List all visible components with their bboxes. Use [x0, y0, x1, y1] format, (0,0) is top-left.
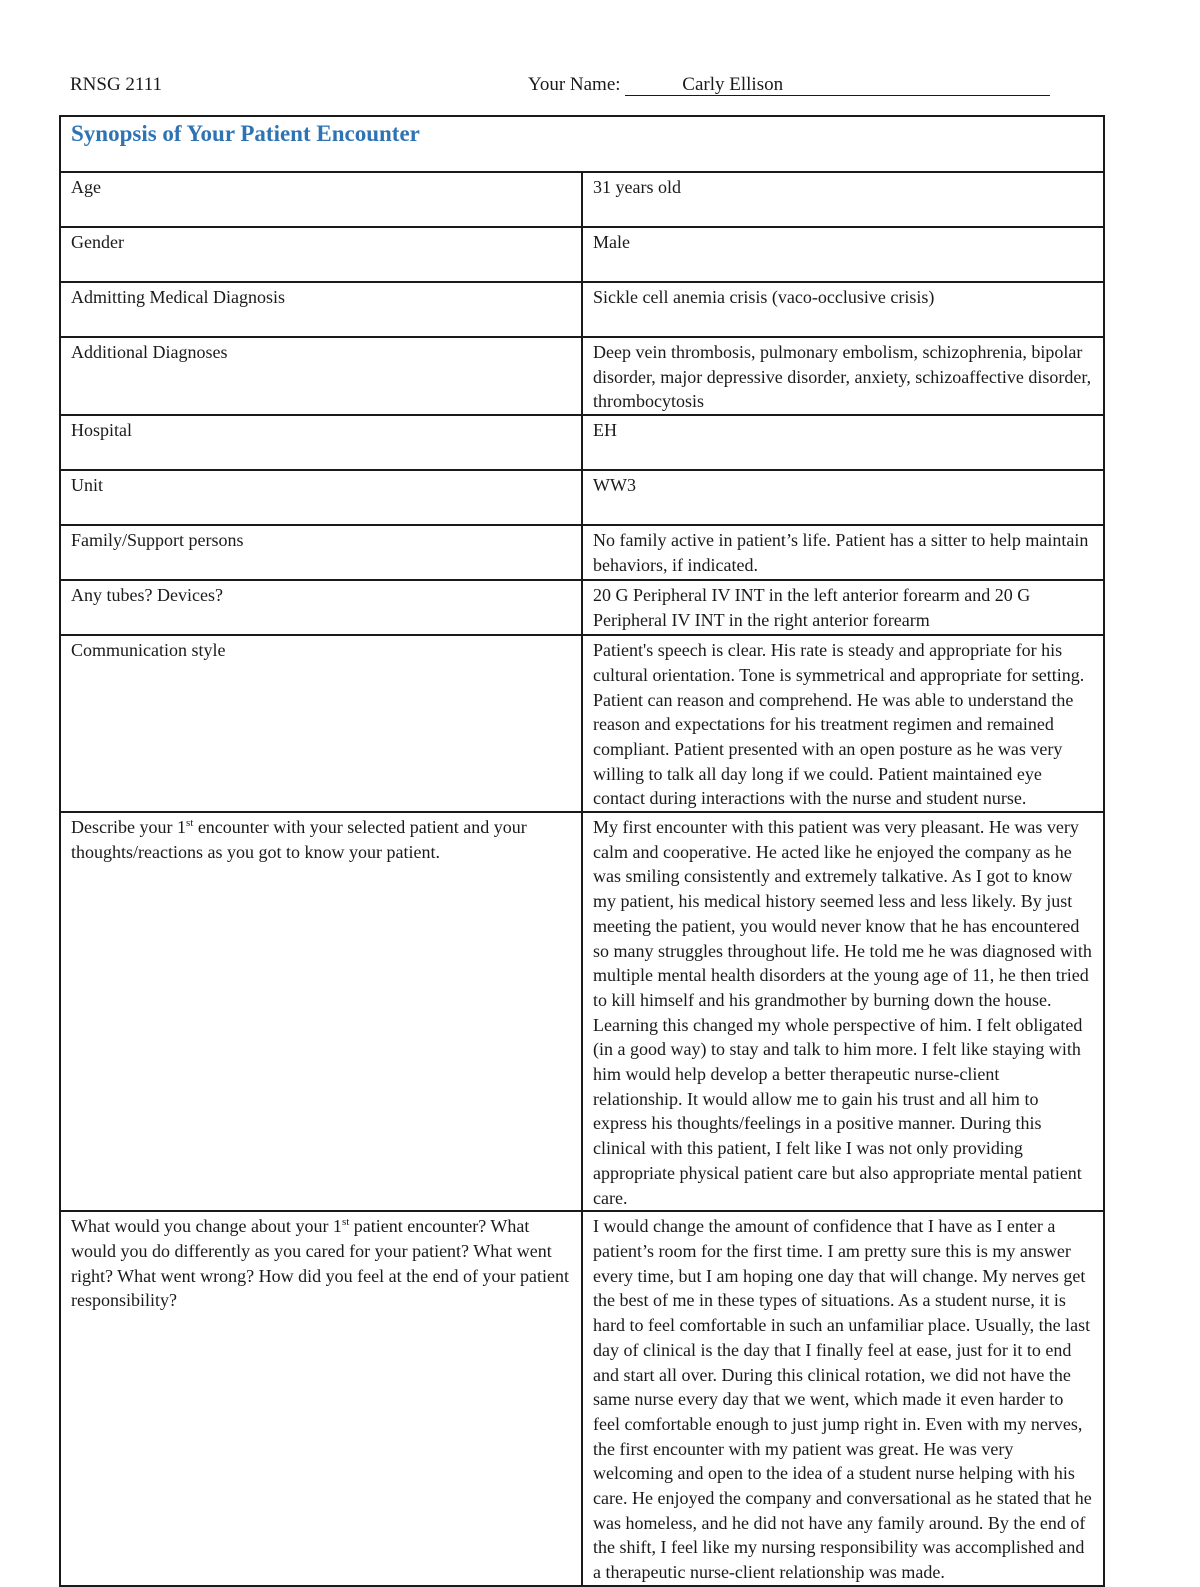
row-label: Any tubes? Devices? — [60, 580, 582, 635]
course-code: RNSG 2111 — [70, 74, 163, 95]
table-row-gender — [60, 227, 1104, 282]
name-label: Your Name: — [528, 74, 621, 95]
row-label: Unit — [60, 470, 582, 525]
table-row-unit — [60, 470, 1104, 525]
row-value: 31 years old — [582, 172, 1104, 227]
row-label: Age — [60, 172, 582, 227]
table-row-admitting-diagnosis — [60, 282, 1104, 337]
label-text-end: patient encounter? What would you do differently as you cared for your patient? What went right? What went wrong? How did you feel at the end of your patient responsibility? — [71, 1216, 570, 1311]
title-cell — [60, 116, 1104, 172]
row-label: Hospital — [60, 415, 582, 470]
row-label — [60, 812, 582, 1211]
row-value: Patient's speech is clear. His rate is steady and appropriate for his cultural orientation. Tone is symmetrical and appropriate for setting. Patient can reason and comprehend. He was able to understand the reason and expectations for his treatment regimen and remained compliant. Patient presented with an open posture as he was very willing to talk all day long if we could. Patient maintained eye contact during interactions with the nurse and student nurse. — [582, 635, 1104, 812]
table-row-changes-reflection — [60, 1211, 1104, 1586]
encounter-table — [59, 115, 1105, 1587]
label-superscript: st — [185, 817, 194, 830]
row-value: 20 G Peripheral IV INT in the left anterior forearm and 20 G Peripheral IV INT in the right anterior forearm — [582, 580, 1104, 635]
table-row-communication-style — [60, 635, 1104, 812]
table-row-age — [60, 172, 1104, 227]
row-value: Sickle cell anemia crisis (vaco-occlusive crisis) — [582, 282, 1104, 337]
table-row-family-support — [60, 525, 1104, 580]
name-value: Carly Ellison — [625, 75, 1050, 96]
row-value: No family active in patient’s life. Patient has a sitter to help maintain behaviors, if indicated. — [582, 525, 1104, 580]
row-label: Admitting Medical Diagnosis — [60, 282, 582, 337]
row-value: Male — [582, 227, 1104, 282]
label-text-end: encounter with your selected patient and your thoughts/reactions as you got to know your patient. — [71, 817, 527, 862]
row-label: Additional Diagnoses — [60, 337, 582, 415]
row-value: WW3 — [582, 470, 1104, 525]
label-text-start: What would you change about your 1 — [71, 1216, 342, 1237]
name-field — [528, 74, 1050, 96]
row-label: Communication style — [60, 635, 582, 812]
row-value: Deep vein thrombosis, pulmonary embolism, schizophrenia, bipolar disorder, major depressive disorder, anxiety, schizoaffective disorder, thrombocytosis — [582, 337, 1104, 415]
row-label: Gender — [60, 227, 582, 282]
row-label: Family/Support persons — [60, 525, 582, 580]
table-row-hospital — [60, 415, 1104, 470]
title-row — [60, 116, 1104, 172]
table-row-tubes-devices — [60, 580, 1104, 635]
row-value: I would change the amount of confidence that I have as I enter a patient’s room for the first time. I am pretty sure this is my answer every time, but I am hoping one day that will change. My nerves get the best of me in these types of situations. As a student nurse, it is hard to feel comfortable in such an unfamiliar place. Usually, the last day of clinical is the day that I finally feel at ease, just for it to end and start all over. During this clinical rotation, we did not have the same nurse every day that we went, which made it even harder to feel comfortable enough to just jump right in. Even with my nerves, the first encounter with my patient was great. He was very welcoming and open to the idea of a student nurse helping with his care. He enjoyed the company and conversational as he stated that he was homeless, and he did not have any family around. By the end of the shift, I feel like my nursing responsibility was accomplished and a therapeutic nurse-client relationship was made. — [582, 1211, 1104, 1586]
row-label — [60, 1211, 582, 1586]
table-row-first-encounter — [60, 812, 1104, 1211]
table-row-additional-diagnoses — [60, 337, 1104, 415]
page-header — [70, 74, 1060, 102]
label-superscript: st — [341, 1216, 350, 1229]
page-title: Synopsis of Your Patient Encounter — [71, 121, 420, 146]
row-value: EH — [582, 415, 1104, 470]
label-text-start: Describe your 1 — [71, 817, 186, 838]
row-value: My first encounter with this patient was very pleasant. He was very calm and cooperative. He acted like he enjoyed the company as he was smiling consistently and extremely talkative. As I got to know my patient, his medical history seemed less and less likely. By just meeting the patient, you would never know that he has encountered so many struggles throughout life. He told me he was diagnosed with multiple mental health disorders at the young age of 11, he then tried to kill himself and his grandmother by burning down the house. Learning this changed my whole perspective of him. I felt obligated (in a good way) to stay and talk to him more. I felt like staying with him would help develop a better therapeutic nurse-client relationship. It would allow me to gain his trust and all him to express his thoughts/feelings in a positive manner. During this clinical with this patient, I felt like I was not only providing appropriate physical patient care but also appropriate mental patient care. — [582, 812, 1104, 1211]
